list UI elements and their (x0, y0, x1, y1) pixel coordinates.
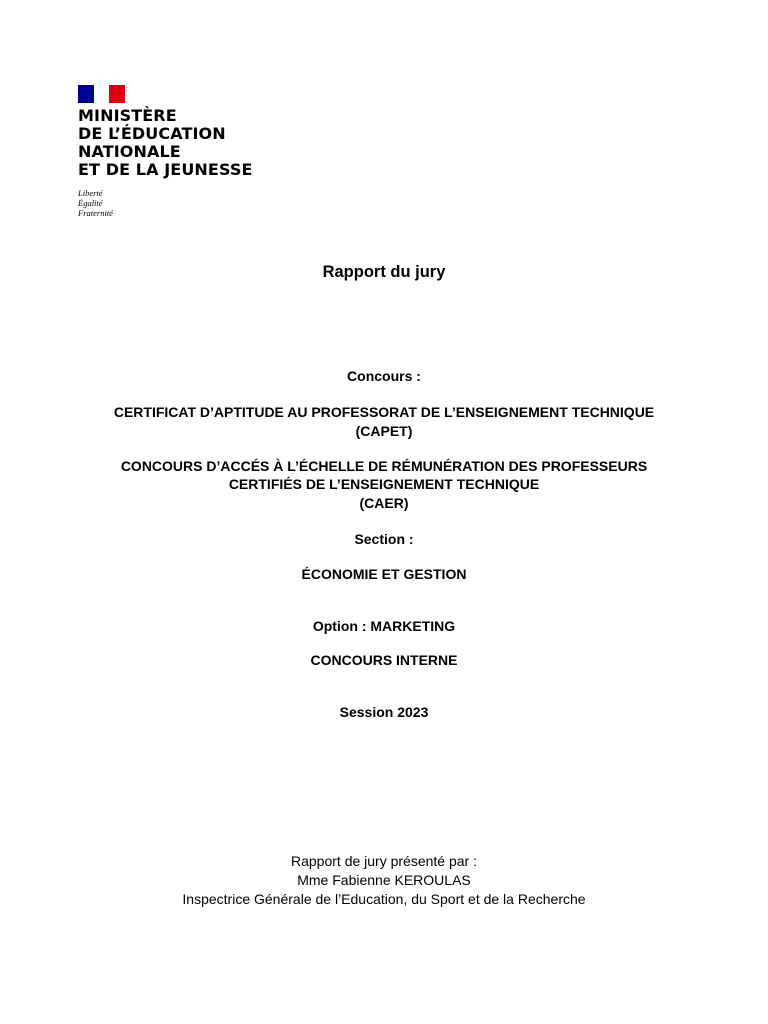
presenter-name: Mme Fabienne KEROULAS (297, 872, 471, 888)
report-title: Rapport du jury (322, 263, 446, 281)
french-flag-icon (78, 85, 125, 103)
flag-band-red (109, 85, 125, 103)
motto-egalite: Égalité (78, 198, 103, 208)
presenter-intro: Rapport de jury présenté par : (291, 853, 477, 869)
caer-title-line-3: (CAER) (359, 495, 409, 511)
concours-label: Concours : (347, 368, 421, 384)
section-label: Section : (354, 531, 414, 547)
republic-motto (78, 188, 278, 218)
flag-band-blue (78, 85, 94, 103)
option-line: Option : MARKETING (312, 618, 456, 634)
capet-title-line-1: CERTIFICAT D’APTITUDE AU PROFESSORAT DE L’ENSEIGNEMENT TECHNIQUE (113, 404, 655, 420)
section-value: ÉCONOMIE ET GESTION (301, 566, 467, 582)
flag-band-white (94, 85, 110, 103)
ministry-name-line-4: ET DE LA JEUNESSE (78, 160, 253, 179)
presenter-role: Inspectrice Générale de l’Education, du Sport et de la Recherche (182, 891, 586, 907)
ministry-name-line-2: DE L’ÉDUCATION (78, 124, 226, 143)
concours-type: CONCOURS INTERNE (310, 652, 458, 668)
capet-title-line-2: (CAPET) (355, 423, 413, 439)
session-year: Session 2023 (339, 704, 429, 720)
ministry-name-line-3: NATIONALE (78, 142, 181, 161)
motto-liberte: Liberté (78, 188, 103, 198)
motto-fraternite: Fraternité (78, 208, 113, 218)
caer-title-line-2: CERTIFIÉS DE L’ENSEIGNEMENT TECHNIQUE (228, 476, 540, 492)
ministry-name-line-1: MINISTÈRE (78, 106, 177, 125)
ministry-logo (78, 85, 278, 218)
caer-title-line-1: CONCOURS D’ACCÉS À L’ÉCHELLE DE RÉMUNÉRATION DES PROFESSEURS (120, 458, 648, 474)
